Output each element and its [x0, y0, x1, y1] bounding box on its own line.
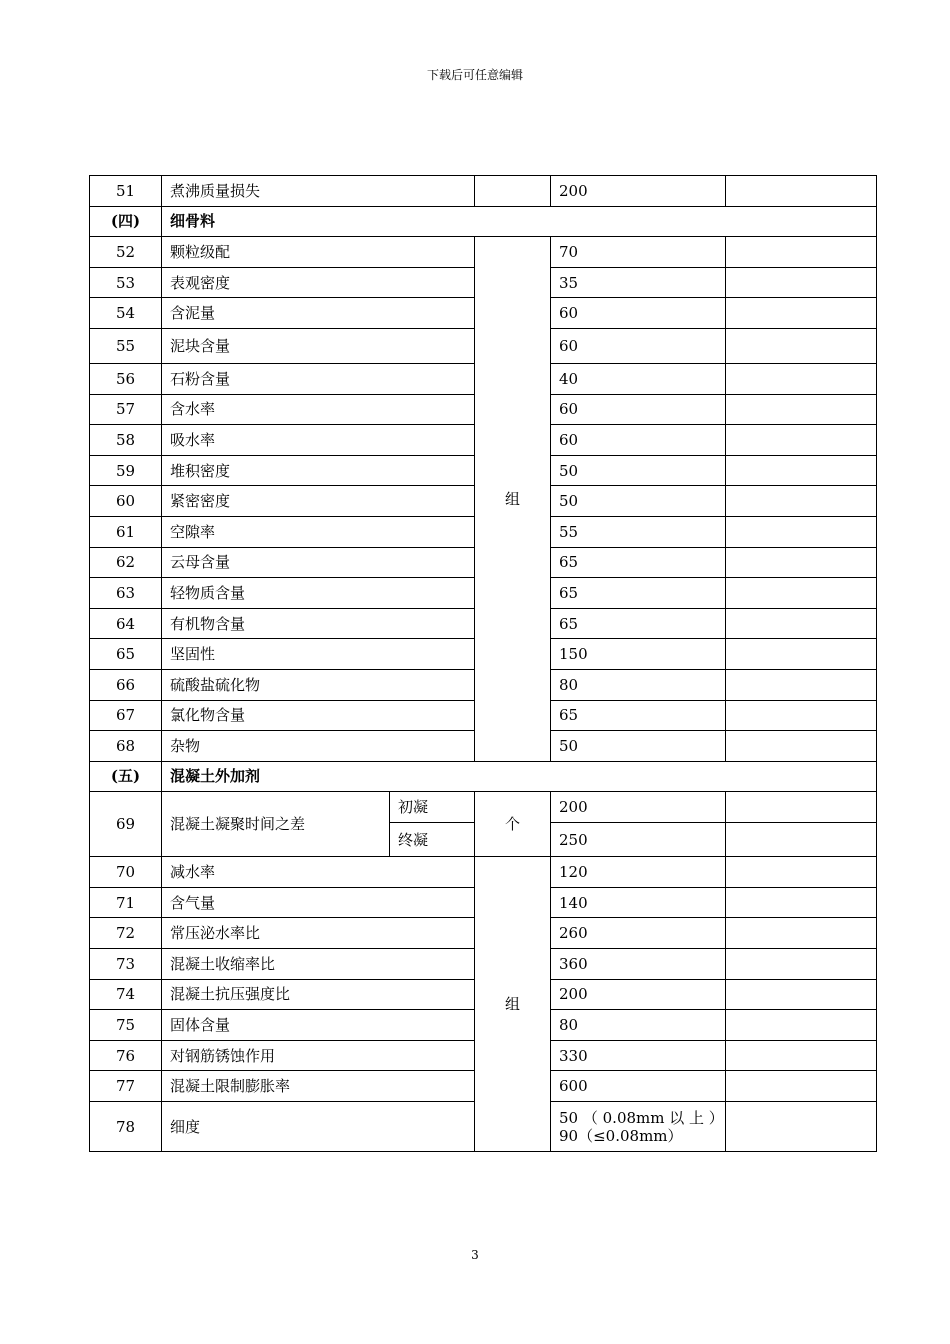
item-name: 细度: [162, 1102, 475, 1152]
row-number: 65: [90, 639, 162, 670]
sub-item-label: 初凝: [390, 792, 475, 823]
fineness-qty-line2: 90（≤0.08mm）: [559, 1126, 683, 1145]
remarks-cell: [726, 1010, 877, 1041]
quantity-cell: 60: [551, 394, 726, 425]
remarks-cell: [726, 823, 877, 857]
quantity-cell: 80: [551, 1010, 726, 1041]
quantity-cell: 55: [551, 516, 726, 547]
remarks-cell: [726, 918, 877, 949]
item-name: 堆积密度: [162, 455, 475, 486]
section-title: 混凝土外加剂: [162, 761, 877, 792]
remarks-cell: [726, 700, 877, 731]
row-number: 55: [90, 328, 162, 363]
quantity-cell: 50: [551, 731, 726, 762]
remarks-cell: [726, 363, 877, 394]
remarks-cell: [726, 267, 877, 298]
remarks-cell: [726, 857, 877, 888]
section-header-row: [90, 761, 877, 792]
remarks-cell: [726, 328, 877, 363]
item-name: 泥块含量: [162, 328, 475, 363]
item-name: 混凝土抗压强度比: [162, 979, 475, 1010]
item-name: 煮沸质量损失: [162, 176, 475, 207]
row-number: 51: [90, 176, 162, 207]
row-number: 67: [90, 700, 162, 731]
row-number: 76: [90, 1040, 162, 1071]
item-name: 固体含量: [162, 1010, 475, 1041]
quantity-cell: 65: [551, 608, 726, 639]
quantity-cell: 65: [551, 547, 726, 578]
unit-cell: 组: [475, 237, 551, 762]
item-name: 混凝土限制膨胀率: [162, 1071, 475, 1102]
remarks-cell: [726, 792, 877, 823]
row-number: 62: [90, 547, 162, 578]
item-name: 对钢筋锈蚀作用: [162, 1040, 475, 1071]
quantity-cell: 65: [551, 700, 726, 731]
item-name: 云母含量: [162, 547, 475, 578]
remarks-cell: [726, 669, 877, 700]
quantity-cell: 360: [551, 949, 726, 980]
test-items-table: [89, 175, 877, 1152]
item-name: 吸水率: [162, 425, 475, 456]
remarks-cell: [726, 425, 877, 456]
item-name: 氯化物含量: [162, 700, 475, 731]
remarks-cell: [726, 731, 877, 762]
table-row: [90, 857, 877, 888]
row-number: 54: [90, 298, 162, 329]
remarks-cell: [726, 949, 877, 980]
remarks-cell: [726, 979, 877, 1010]
row-number: 68: [90, 731, 162, 762]
row-number: 61: [90, 516, 162, 547]
row-number: 60: [90, 486, 162, 517]
quantity-cell: 60: [551, 328, 726, 363]
table-row: [90, 176, 877, 207]
section-number: (五): [90, 761, 162, 792]
item-name: 空隙率: [162, 516, 475, 547]
quantity-cell: 600: [551, 1071, 726, 1102]
row-number: 56: [90, 363, 162, 394]
quantity-cell: 70: [551, 237, 726, 268]
page-header: 下载后可任意编辑: [426, 68, 523, 82]
remarks-cell: [726, 486, 877, 517]
fineness-qty-line1: 50 （ 0.08mm 以 上 ）: [559, 1108, 724, 1127]
remarks-cell: [726, 298, 877, 329]
page-number: 3: [471, 1248, 479, 1262]
item-name: 混凝土凝聚时间之差: [162, 792, 390, 857]
item-name: 混凝土收缩率比: [162, 949, 475, 980]
quantity-cell: 200: [551, 792, 726, 823]
row-number: 64: [90, 608, 162, 639]
remarks-cell: [726, 608, 877, 639]
remarks-cell: [726, 394, 877, 425]
remarks-cell: [726, 578, 877, 609]
item-name: 含气量: [162, 887, 475, 918]
item-name: 常压泌水率比: [162, 918, 475, 949]
row-number: 53: [90, 267, 162, 298]
section-header-row: [90, 206, 877, 237]
row-number: 59: [90, 455, 162, 486]
item-name: 杂物: [162, 731, 475, 762]
table-row: [90, 237, 877, 268]
remarks-cell: [726, 1071, 877, 1102]
quantity-cell: 35: [551, 267, 726, 298]
row-number: 71: [90, 887, 162, 918]
quantity-cell: [551, 1102, 726, 1152]
row-number: 70: [90, 857, 162, 888]
remarks-cell: [726, 516, 877, 547]
row-number: 52: [90, 237, 162, 268]
quantity-cell: 200: [551, 176, 726, 207]
section-number: (四): [90, 206, 162, 237]
quantity-cell: 150: [551, 639, 726, 670]
quantity-cell: 200: [551, 979, 726, 1010]
quantity-cell: 60: [551, 298, 726, 329]
quantity-cell: 40: [551, 363, 726, 394]
row-number: 78: [90, 1102, 162, 1152]
quantity-cell: 330: [551, 1040, 726, 1071]
remarks-cell: [726, 1040, 877, 1071]
item-name: 颗粒级配: [162, 237, 475, 268]
remarks-cell: [726, 887, 877, 918]
remarks-cell: [726, 176, 877, 207]
remarks-cell: [726, 455, 877, 486]
unit-cell: 组: [475, 857, 551, 1152]
row-number: 73: [90, 949, 162, 980]
remarks-cell: [726, 547, 877, 578]
remarks-cell: [726, 639, 877, 670]
sub-item-label: 终凝: [390, 823, 475, 857]
item-name: 含泥量: [162, 298, 475, 329]
item-name: 石粉含量: [162, 363, 475, 394]
quantity-cell: 80: [551, 669, 726, 700]
quantity-cell: 250: [551, 823, 726, 857]
quantity-cell: 65: [551, 578, 726, 609]
quantity-cell: 60: [551, 425, 726, 456]
remarks-cell: [726, 237, 877, 268]
item-name: 含水率: [162, 394, 475, 425]
item-name: 硫酸盐硫化物: [162, 669, 475, 700]
item-name: 表观密度: [162, 267, 475, 298]
row-number: 74: [90, 979, 162, 1010]
row-number: 75: [90, 1010, 162, 1041]
row-number: 72: [90, 918, 162, 949]
row-number: 77: [90, 1071, 162, 1102]
row-number: 69: [90, 792, 162, 857]
row-number: 58: [90, 425, 162, 456]
quantity-cell: 120: [551, 857, 726, 888]
section-title: 细骨料: [162, 206, 877, 237]
quantity-cell: 260: [551, 918, 726, 949]
row-number: 63: [90, 578, 162, 609]
item-name: 坚固性: [162, 639, 475, 670]
quantity-cell: 140: [551, 887, 726, 918]
unit-cell: 个: [475, 792, 551, 857]
item-name: 紧密密度: [162, 486, 475, 517]
row-number: 57: [90, 394, 162, 425]
quantity-cell: 50: [551, 455, 726, 486]
item-name: 减水率: [162, 857, 475, 888]
table-row: [90, 792, 877, 823]
remarks-cell: [726, 1102, 877, 1152]
item-name: 有机物含量: [162, 608, 475, 639]
item-name: 轻物质含量: [162, 578, 475, 609]
unit-cell: [475, 176, 551, 207]
row-number: 66: [90, 669, 162, 700]
quantity-cell: 50: [551, 486, 726, 517]
